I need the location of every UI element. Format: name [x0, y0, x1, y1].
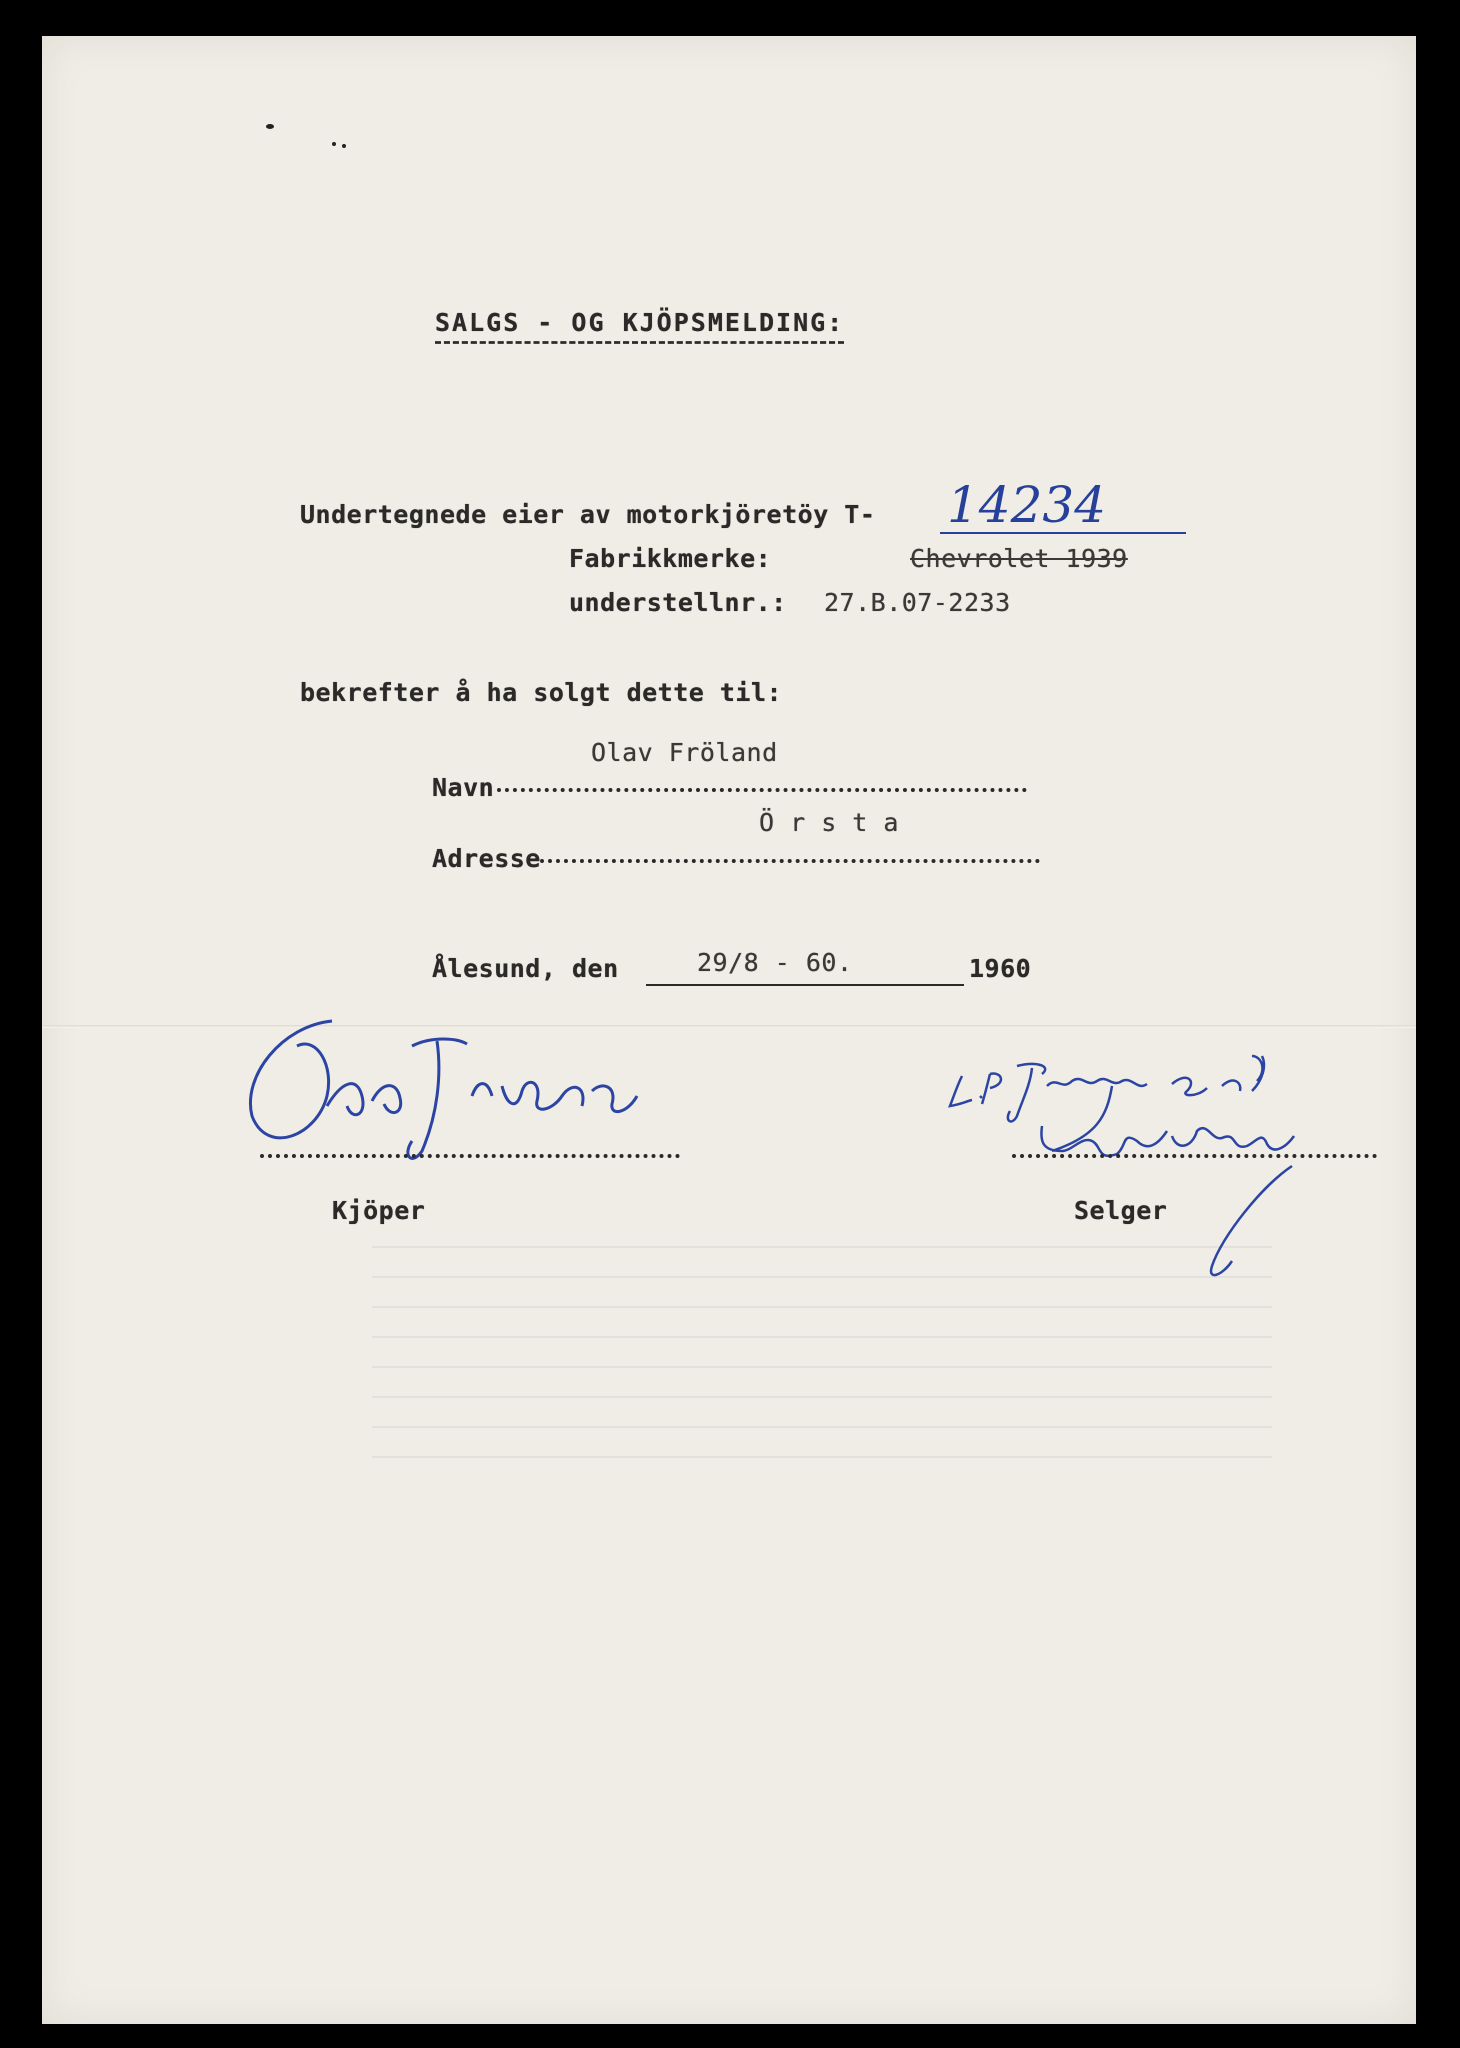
reg-underline: [940, 532, 1186, 534]
document-title: SALGS - OG KJÖPSMELDING:: [435, 308, 845, 337]
name-value: Olav Fröland: [591, 738, 778, 767]
year-value: 1960: [969, 954, 1032, 983]
name-dotted-line: [497, 788, 1027, 792]
date-value: 29/8 - 60.: [697, 948, 853, 977]
date-line: [646, 984, 964, 986]
make-label: Fabrikkmerke:: [569, 544, 772, 573]
reg-number: 14234: [947, 476, 1107, 534]
make-value: Chevrolet 1939: [910, 544, 1128, 573]
buyer-dotted-line: [260, 1154, 680, 1158]
document-page: [42, 36, 1416, 2024]
ink-speck: [266, 124, 274, 129]
buyer-label: Kjöper: [332, 1196, 426, 1225]
ink-speck: [342, 144, 346, 148]
print-through: [372, 1226, 1272, 1486]
place-date-prefix: Ålesund, den: [432, 954, 619, 983]
vehicle-intro: Undertegnede eier av motorkjöretöy T-: [300, 500, 876, 529]
confirm-text: bekrefter å ha solgt dette til:: [300, 678, 783, 707]
chassis-value: 27.B.07-2233: [824, 588, 1011, 617]
address-value: Ö r s t a: [759, 808, 899, 837]
address-dotted-line: [540, 859, 1040, 863]
chassis-label: understellnr.:: [569, 588, 787, 617]
seller-dotted-line: [1012, 1154, 1377, 1158]
ink-speck: [332, 142, 336, 146]
address-label: Adresse: [432, 844, 541, 873]
name-label: Navn: [432, 773, 495, 802]
seller-label: Selger: [1074, 1196, 1168, 1225]
